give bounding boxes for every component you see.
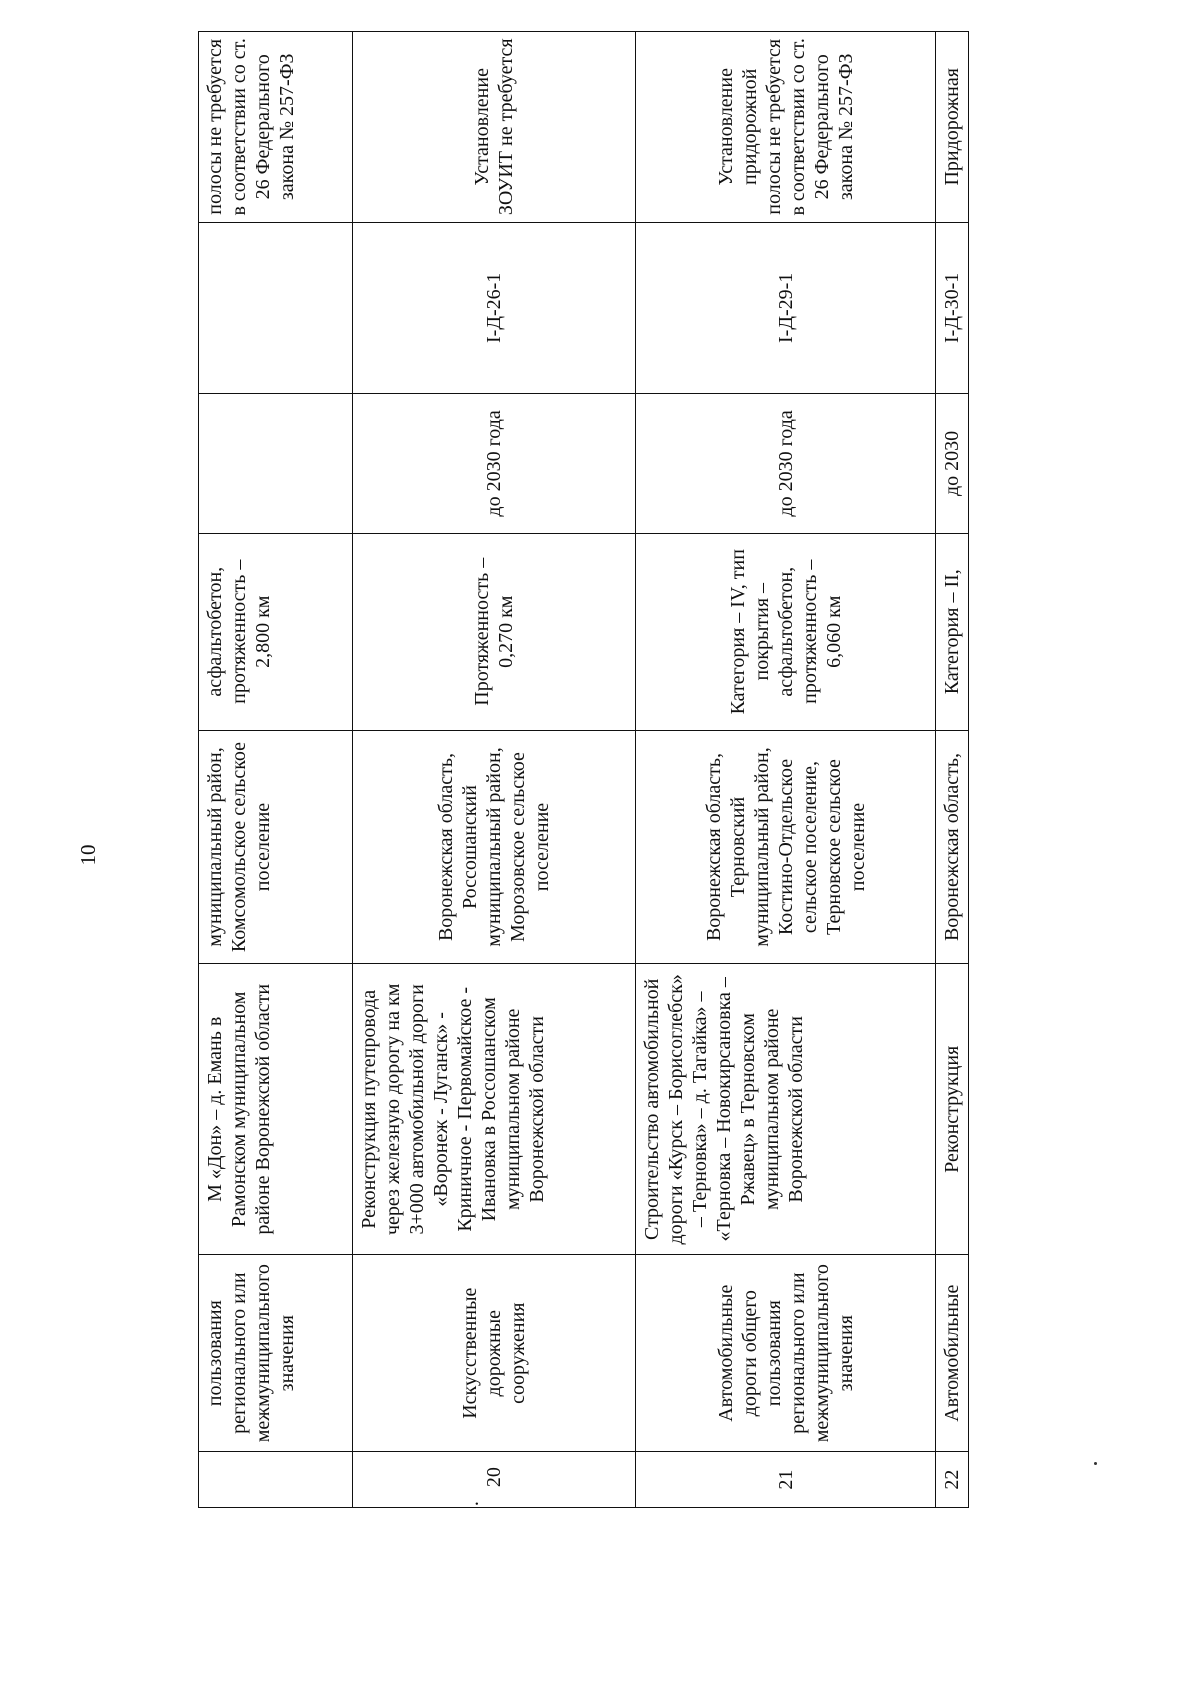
table-row [636, 32, 936, 1508]
term-cell: до 2030 года [636, 394, 936, 534]
table-row [199, 32, 353, 1508]
road-objects-table [198, 31, 969, 1508]
term-cell: до 2030 года [353, 394, 636, 534]
table-row [936, 32, 969, 1508]
row-number: 20 [483, 1467, 505, 1488]
location-cell: Воронежская область, [936, 730, 969, 964]
code-cell: I-Д-26-1 [353, 222, 636, 393]
object-type-cell: пользования регионального или межмуниципального значения [199, 1255, 353, 1452]
object-type-cell: Автомобильные [936, 1255, 969, 1452]
term-cell [199, 394, 353, 534]
table-row [353, 32, 636, 1508]
location-cell: Воронежская область, Россошанский муниципальный район, Морозовское сельское поселение [353, 730, 636, 964]
location-cell: Воронежская область, Терновский муниципальный район, Костино-Отдельское сельское поселение, Терновское сельское поселение [636, 730, 936, 964]
code-cell [199, 222, 353, 393]
row-number [199, 1452, 353, 1508]
zone-cell: Установление ЗОУИТ не требуется [353, 32, 636, 223]
term-cell: до 2030 [936, 394, 969, 534]
zone-cell: полосы не требуется в соответствии со ст. 26 Федерального закона № 257-ФЗ [199, 32, 353, 223]
characteristics-cell: асфальтобетон, протяженность – 2,800 км [199, 533, 353, 730]
characteristics-cell: Протяженность – 0,270 км [353, 533, 636, 730]
characteristics-cell: Категория – II, [936, 533, 969, 730]
code-cell: I-Д-30-1 [936, 222, 969, 393]
object-type-cell: Автомобильные дороги общего пользования регионального или межмуниципального значения [636, 1255, 936, 1452]
object-name-cell: М «Дон» – д. Емань в Рамонском муниципальном районе Воронежской области [199, 964, 353, 1255]
object-name-cell: Реконструкция [936, 964, 969, 1255]
code-cell: I-Д-29-1 [636, 222, 936, 393]
stray-dot: . [461, 1501, 483, 1507]
zone-cell: Установление придорожной полосы не требуется в соответствии со ст. 26 Федерального закона № 257-ФЗ [636, 32, 936, 223]
row-number-cell [353, 1452, 636, 1508]
page-number: 10 [76, 844, 100, 866]
row-number: 21 [636, 1452, 936, 1508]
object-name-cell: Строительство автомобильной дороги «Курск – Борисоглебск» – Терновка» – д. Тагайка» – «Терновка – Новокирсановка – Ржавец» в Терновском муниципальном районе Воронежской области [636, 964, 936, 1255]
scan-speck [1094, 1462, 1097, 1465]
object-name-cell: Реконструкция путепровода через железную дорогу на км 3+000 автомобильной дороги «Воронеж - Луганск» - Криничное - Первомайское - Ивановка в Россошанском муниципальном районе Воронежской области [353, 964, 636, 1255]
characteristics-cell: Категория – IV, тип покрытия – асфальтобетон, протяженность – 6,060 км [636, 533, 936, 730]
zone-cell: Придорожная [936, 32, 969, 223]
object-type-cell: Искусственные дорожные сооружения [353, 1255, 636, 1452]
location-cell: муниципальный район, Комсомольское сельское поселение [199, 730, 353, 964]
row-number: 22 [936, 1452, 969, 1508]
